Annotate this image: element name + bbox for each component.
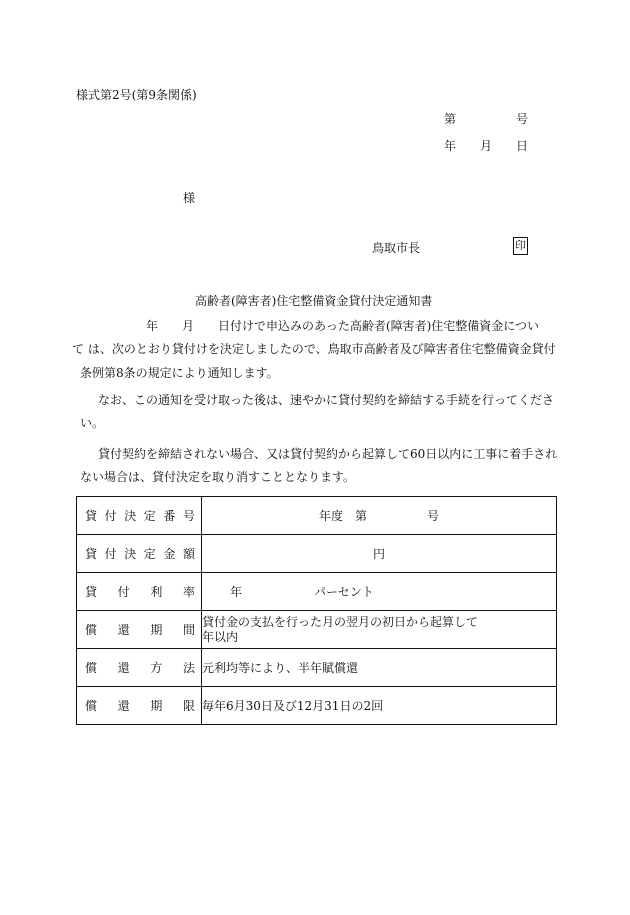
row-label: 償還方法 [85, 661, 195, 675]
decision-number-value: 年度 第 号 [318, 509, 439, 523]
loan-details-table [76, 496, 557, 725]
row-label-cell [77, 535, 202, 573]
table-row [77, 535, 557, 573]
body-line: 年 月 日付けで申込みのあった高齢者(障害者)住宅整備資金につい [86, 319, 540, 333]
document-number-line: 第 号 [444, 112, 529, 126]
issuer-name: 鳥取市長 [372, 241, 421, 255]
row-label: 貸付利率 [85, 585, 195, 599]
repayment-method-value: 元利均等により、半年賦償還 [202, 661, 359, 675]
row-value [202, 497, 557, 535]
row-value [202, 573, 557, 611]
body-paragraph-3 [80, 443, 558, 490]
date-line: 年 月 日 [444, 139, 529, 153]
row-value [202, 535, 557, 573]
table-row [77, 649, 557, 687]
form-number: 様式第2号(第9条関係) [76, 88, 197, 102]
row-label: 償還期間 [85, 623, 195, 637]
row-label-cell [77, 649, 202, 687]
row-value [202, 649, 557, 687]
repayment-period-line: 年以内 [202, 629, 239, 644]
interest-rate-value: 年 パーセント [230, 585, 374, 599]
body-line: て は、次のとおり貸付けを決定しましたので、鳥取市高齢者及び障害者住宅整備資金貸付 [72, 342, 556, 357]
document-title: 高齢者(障害者)住宅整備資金貸付決定通知書 [195, 294, 433, 308]
repayment-deadline-value: 毎年6月30日及び12月31日の2回 [202, 699, 384, 713]
row-label: 貸付決定番号 [85, 509, 195, 523]
row-label-cell [77, 687, 202, 725]
body-paragraph-1 [72, 315, 558, 385]
seal-mark: 印 [513, 237, 528, 255]
body-line: い。 [80, 416, 105, 431]
repayment-period-line: 貸付金の支払を行った月の翌月の初日から起算して [202, 614, 479, 629]
loan-amount-value: 円 [372, 547, 385, 561]
row-value [202, 611, 557, 649]
body-line: ない場合は、貸付決定を取り消すこととなります。 [80, 470, 356, 485]
table-row [77, 573, 557, 611]
addressee-suffix: 様 [183, 191, 196, 205]
table-row [77, 611, 557, 649]
body-line: なお、この通知を受け取った後は、速やかに貸付契約を締結する手続を行ってくださ [86, 393, 555, 407]
row-label: 償還期限 [85, 699, 195, 713]
row-value [202, 687, 557, 725]
row-label-cell [77, 573, 202, 611]
table-row [77, 687, 557, 725]
row-label-cell [77, 497, 202, 535]
table-row [77, 497, 557, 535]
body-line: 条例第8条の規定により通知します。 [80, 365, 279, 380]
body-paragraph-2 [80, 389, 558, 436]
row-label: 貸付決定金額 [85, 547, 195, 561]
row-label-cell [77, 611, 202, 649]
body-line: 貸付契約を締結されない場合、又は貸付契約から起算して60日以内に工事に着手され [86, 447, 558, 461]
